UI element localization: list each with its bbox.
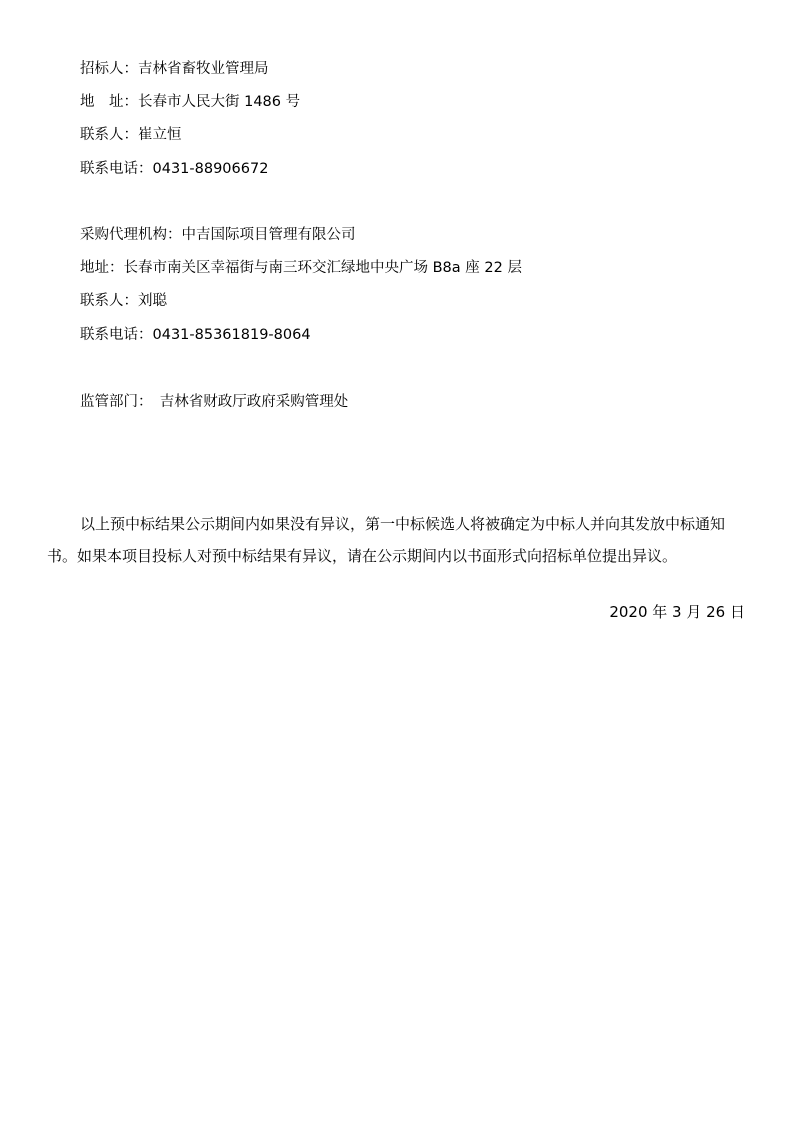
tenderer-address: 地 址：长春市人民大街 1486 号 (80, 94, 301, 110)
agency-address: 地址：长春市南关区幸福街与南三环交汇绿地中央广场 B8a 座 22 层 (80, 260, 522, 276)
tenderer-contact: 联系人：崔立恒 (80, 127, 182, 143)
notice-paragraph: 以上预中标结果公示期间内如果没有异议，第一中标候选人将被确定为中标人并向其发放中标通知书。如果本项目投标人对预中标结果有异议，请在公示期间内以书面形式向招标单位提出异议。 (47, 515, 726, 565)
agency-phone: 联系电话：0431-85361819-8064 (80, 327, 311, 343)
notice-date: 2020 年 3 月 26 日 (609, 603, 745, 621)
agency-contact: 联系人：刘聪 (80, 293, 167, 309)
tenderer-name: 招标人：吉林省畜牧业管理局 (80, 61, 269, 77)
tenderer-phone: 联系电话：0431-88906672 (80, 161, 269, 177)
agency-name: 采购代理机构：中吉国际项目管理有限公司 (80, 227, 356, 243)
supervision-department: 监管部门： 吉林省财政厅政府采购管理处 (80, 394, 349, 410)
